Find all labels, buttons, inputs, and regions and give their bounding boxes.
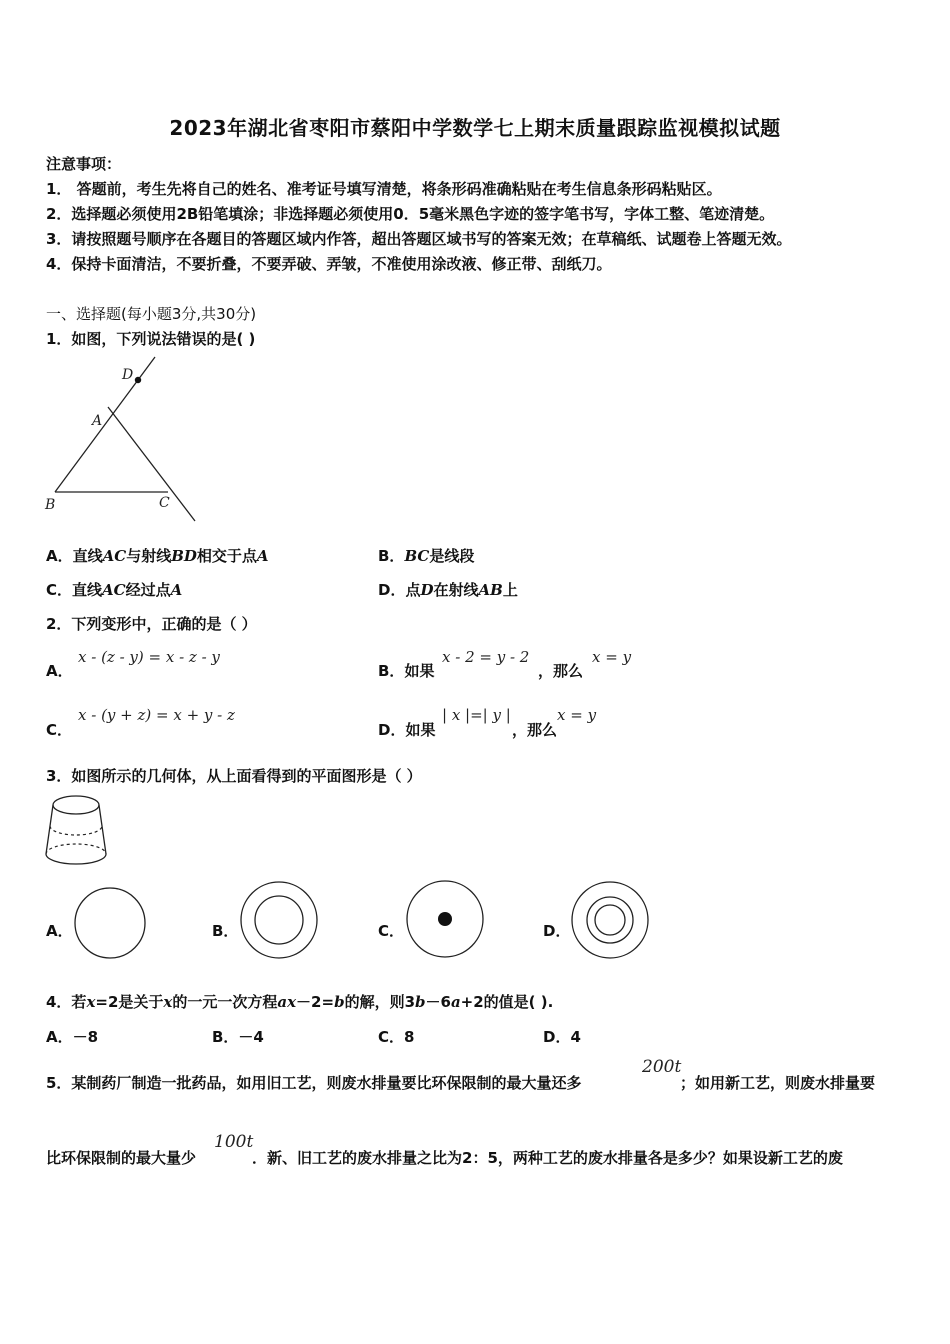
q1-stem: 1．如图，下列说法错误的是( ) (46, 330, 256, 348)
q3-stem: 3．如图所示的几何体，从上面看得到的平面图形是（ ） (46, 767, 422, 785)
q2-option-d-expr2: x = y (557, 706, 597, 724)
q3-option-b-figure (239, 880, 319, 960)
q4-option-b: B．－4 (212, 1028, 264, 1046)
q5-expr2: 100t (214, 1132, 254, 1152)
q3-option-a-label: A． (46, 922, 73, 940)
q4-option-a: A．－8 (46, 1028, 99, 1046)
q2-stem: 2．下列变形中，正确的是（ ） (46, 615, 257, 633)
q3-option-a-figure (73, 886, 147, 960)
q5-line1-pre: 5．某制药厂制造一批药品，如用旧工艺，则废水排量要比环保限制的最大量还多 (46, 1074, 582, 1092)
section-heading: 一、选择题(每小题3分,共30分) (46, 305, 257, 323)
q4-option-c: C．8 (378, 1028, 415, 1046)
label-b: B (45, 497, 56, 513)
q2-option-a-label: A． (46, 662, 73, 680)
q3-option-b-label: B． (212, 922, 239, 940)
point-d-dot (135, 377, 141, 383)
label-c: C (159, 495, 170, 511)
q2-option-c-expr: x - (y + z) = x + y - z (78, 706, 235, 724)
notice-item: 4．保持卡面清洁，不要折叠，不要弄破、弄皱，不准使用涂改液、修正带、刮纸刀。 (46, 255, 612, 273)
q1-option-d: D．点D在射线AB上 (378, 581, 518, 599)
q1-option-b: B．BC是线段 (378, 547, 475, 565)
q3-frustum-figure (42, 793, 110, 868)
q2-option-b-mid: ，那么 (538, 662, 584, 680)
page-title: 2023年湖北省枣阳市蔡阳中学数学七上期末质量跟踪监视模拟试题 (169, 116, 781, 140)
notice-item: 1． 答题前，考生先将自己的姓名、准考证号填写清楚，将条形码准确粘贴在考生信息条形码粘贴区。 (46, 180, 722, 198)
q5-line2-post: ．新、旧工艺的废水排量之比为2：5，两种工艺的废水排量各是多少？如果设新工艺的废 (252, 1149, 843, 1167)
q1-option-c: C．直线AC经过点A (46, 581, 183, 599)
q2-option-c-label: C． (46, 721, 73, 739)
q2-option-b: B．如果 (378, 662, 435, 680)
q2-option-d-expr1: | x |=| y | (442, 706, 511, 724)
q4-stem: 4．若x=2是关于x的一元一次方程ax－2=b的解，则3b－6a+2的值是( ). (46, 993, 554, 1011)
q2-option-b-expr1: x - 2 = y - 2 (442, 648, 530, 666)
q3-option-c-label: C． (378, 922, 405, 940)
q4-option-d: D．4 (543, 1028, 581, 1046)
q1-triangle-figure (40, 355, 210, 530)
q2-option-a-expr: x - (z - y) = x - z - y (78, 648, 220, 666)
q5-line1-post: ；如用新工艺，则废水排量要 (680, 1074, 876, 1092)
q3-option-d-label: D． (543, 922, 571, 940)
label-d: D (122, 367, 134, 383)
q5-line2-pre: 比环保限制的最大量少 (46, 1149, 197, 1167)
notice-item: 2．选择题必须使用2B铅笔填涂；非选择题必须使用0．5毫米黑色字迹的签字笔书写，字体工整、笔迹清楚。 (46, 205, 775, 223)
label-a: A (92, 413, 103, 429)
notice-item: 3．请按照题号顺序在各题目的答题区域内作答，超出答题区域书写的答案无效；在草稿纸、试题卷上答题无效。 (46, 230, 792, 248)
q1-option-a: A．直线AC与射线BD相交于点A (46, 547, 269, 565)
q5-expr1: 200t (642, 1057, 682, 1077)
q2-option-d-mid: ，那么 (512, 721, 558, 739)
q2-option-b-expr2: x = y (592, 648, 632, 666)
notice-heading: 注意事项： (46, 155, 122, 173)
q2-option-d: D．如果 (378, 721, 436, 739)
q3-option-d-figure (570, 880, 650, 960)
q3-option-c-figure (405, 879, 485, 959)
